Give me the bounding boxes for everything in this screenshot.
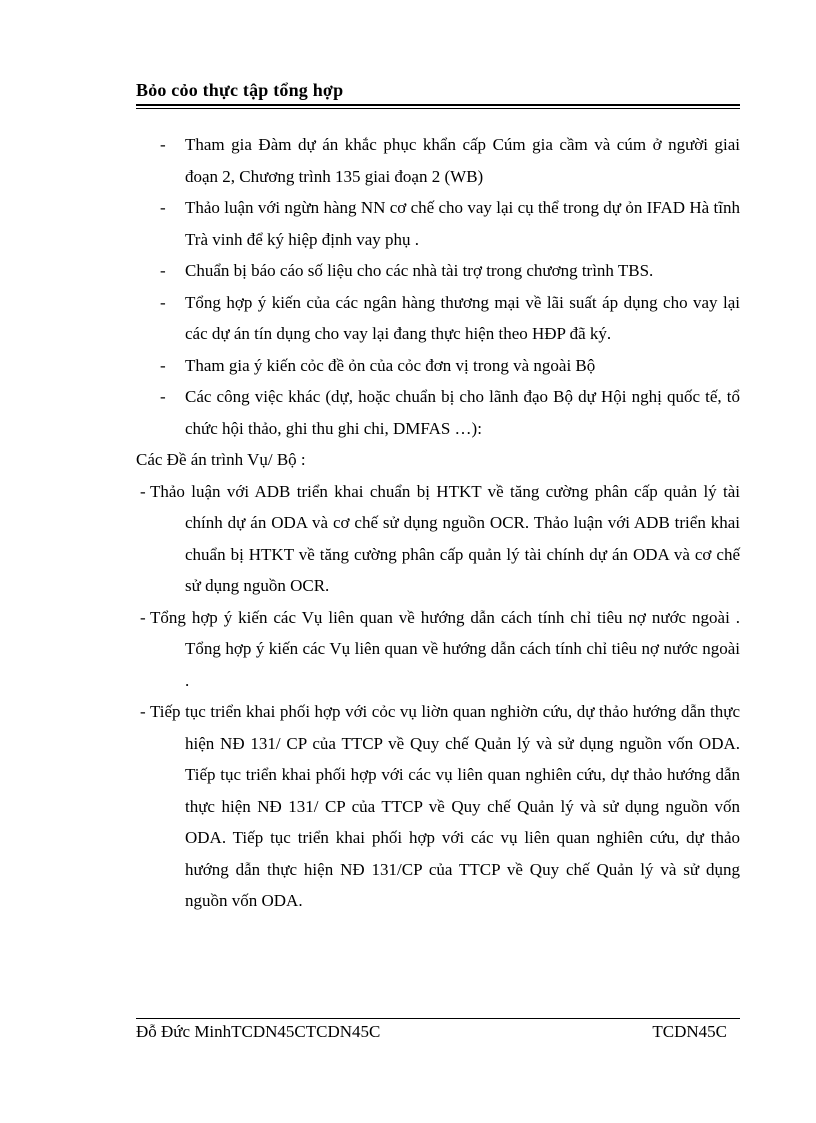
bullet-dash: - bbox=[160, 387, 166, 406]
bullet-text: Tham gia ý kiến cỏc đề ỏn của cỏc đơn vị trong và ngoài Bộ bbox=[185, 355, 596, 375]
list-item bbox=[136, 476, 740, 602]
item-text: Tổng hợp ý kiến các Vụ liên quan về hướng dẫn cách tính chỉ tiêu nợ nước ngoài . Tổng hợp ý kiến các Vụ liên quan về hướng dẫn cách tính chỉ tiêu nợ nước ngoài . bbox=[150, 607, 740, 690]
bullet-text: Tham gia Đàm dự án khắc phục khẩn cấp Cúm gia cầm và cúm ở người giai đoạn 2, Chương trình 135 giai đoạn 2 (WB) bbox=[185, 135, 740, 186]
page-header-title: Bỏo cỏo thực tập tổng hợp bbox=[136, 80, 344, 100]
footer-author: Đỗ Đức MinhTCDN45CTCDN45C bbox=[136, 1022, 381, 1041]
bullet-text: Thảo luận với ngừn hàng NN cơ chế cho vay lại cụ thể trong dự ỏn IFAD Hà tĩnh Trà vinh để ký hiệp định vay phụ . bbox=[185, 198, 740, 249]
bullet-item bbox=[136, 129, 740, 192]
bullet-dash: - bbox=[160, 261, 166, 280]
item-dash: - bbox=[140, 481, 146, 501]
bullet-dash: - bbox=[160, 292, 166, 312]
bullet-item bbox=[136, 192, 740, 255]
footer-class-code: TCDN45C bbox=[652, 1022, 727, 1041]
item-text: Tiếp tục triển khai phối hợp với cỏc vụ liờn quan nghiờn cứu, dự thảo hướng dẫn thực hiện NĐ 131/ CP của TTCP về Quy chế Quản lý và sử dụng nguồn vốn ODA. Tiếp tục triển khai phối hợp với các vụ liên quan nghiên cứu, dự thảo hướng dẫn thực hiện NĐ 131/ CP của TTCP về Quy chế Quản lý và sử dụng nguồn vốn ODA. Tiếp tục triển khai phối hợp với các vụ liên quan nghiên cứu, dự thảo hướng dẫn thực hiện NĐ 131/CP của TTCP về Quy chế Quản lý và sử dụng nguồn vốn ODA. bbox=[150, 702, 740, 910]
list-item bbox=[136, 602, 740, 697]
bullet-dash: - bbox=[160, 198, 166, 217]
header-rule-top bbox=[136, 104, 740, 106]
bullet-item bbox=[136, 350, 740, 382]
bullet-item bbox=[136, 381, 740, 444]
document-body bbox=[136, 129, 740, 917]
item-dash: - bbox=[140, 702, 146, 721]
bullet-text: Chuẩn bị báo cáo số liệu cho các nhà tài trợ trong chương trình TBS. bbox=[185, 261, 654, 280]
bullet-text: Tổng hợp ý kiến của các ngân hàng thương mại về lãi suất áp dụng cho vay lại các dự án tín dụng cho vay lại đang thực hiện theo HĐP đã ký. bbox=[185, 292, 740, 343]
list-item bbox=[136, 696, 740, 917]
bullet-dash: - bbox=[160, 135, 166, 154]
bullet-item bbox=[136, 287, 740, 350]
bullet-text: Các công việc khác (dự, hoặc chuẩn bị cho lãnh đạo Bộ dự Hội nghị quốc tế, tổ chức hội thảo, ghi thu ghi chi, DMFAS …): bbox=[185, 387, 740, 438]
bullet-dash: - bbox=[160, 355, 166, 375]
header-rule-bottom bbox=[136, 108, 740, 109]
item-text: Thảo luận với ADB triển khai chuẩn bị HTKT về tăng cường phân cấp quản lý tài chính dự án ODA và cơ chế sử dụng nguồn OCR. Thảo luận với ADB triển khai chuẩn bị HTKT về tăng cường phân cấp quản lý tài chính dự án ODA và cơ chế sử dụng nguồn OCR. bbox=[150, 481, 740, 595]
bullet-item bbox=[136, 255, 740, 287]
item-dash: - bbox=[140, 607, 146, 627]
footer-rule bbox=[136, 1018, 740, 1019]
section-heading: Các Đề án trình Vụ/ Bộ : bbox=[136, 450, 306, 469]
